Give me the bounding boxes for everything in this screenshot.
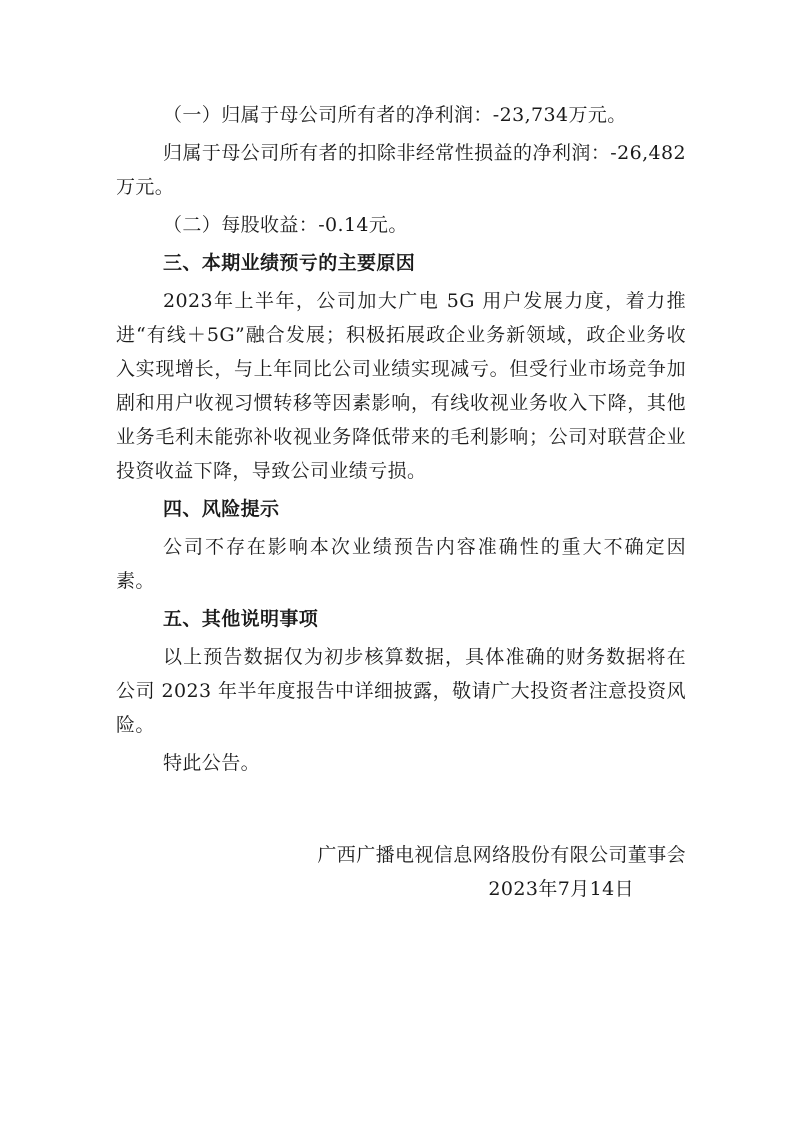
document-body: [116, 98, 686, 780]
section-heading-other: 五、其他说明事项: [163, 608, 319, 630]
eps-paragraph: （二）每股收益：-0.14元。: [163, 214, 408, 236]
signature-organization: 广西广播电视信息网络股份有限公司董事会: [317, 844, 686, 866]
section-heading-risk: 四、风险提示: [163, 498, 280, 520]
deducted-net-profit-paragraph: 归属于母公司所有者的扣除非经常性损益的净利润：-26,482万元。: [116, 142, 686, 198]
other-notes-paragraph: 以上预告数据仅为初步核算数据，具体准确的财务数据将在公司 2023 年半年度报告中详细披露，敬请广大投资者注意投资风险。: [116, 646, 686, 736]
signature-date: 2023年7月14日: [488, 878, 634, 900]
section-heading-reasons: 三、本期业绩预亏的主要原因: [163, 252, 416, 274]
reasons-paragraph: 2023年上半年，公司加大广电 5G 用户发展力度，着力推进“有线＋5G”融合发展；积极拓展政企业务新领域，政企业务收入实现增长，与上年同比公司业绩实现减亏。但受行业市场竞争加剧和用户收视习惯转移等因素影响，有线收视业务收入下降，其他业务毛利未能弥补收视业务降低带来的毛利影响；公司对联营企业投资收益下降，导致公司业绩亏损。: [116, 290, 686, 482]
risk-paragraph: 公司不存在影响本次业绩预告内容准确性的重大不确定因素。: [116, 536, 686, 592]
net-profit-paragraph: （一）归属于母公司所有者的净利润：-23,734万元。: [163, 104, 627, 126]
closing-paragraph: 特此公告。: [163, 752, 261, 774]
